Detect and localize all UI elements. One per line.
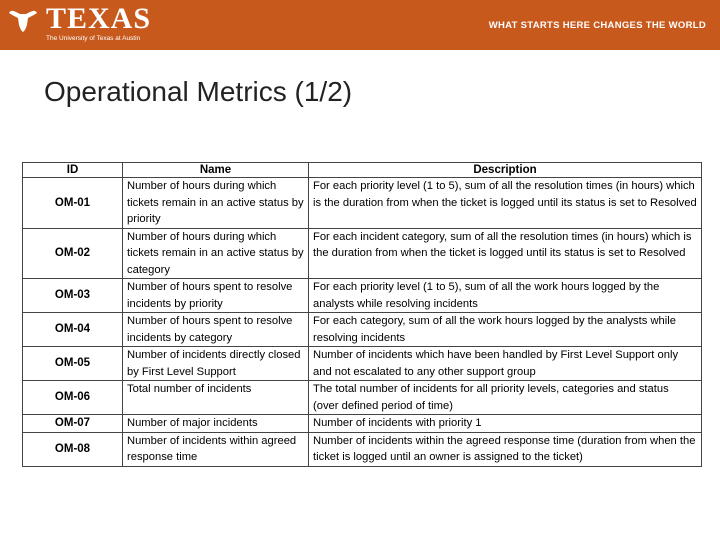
texas-logo[interactable] <box>8 4 150 46</box>
metric-description: For each incident category, sum of all the resolution times (in hours) which is the duration from when the ticket is logged until its status is set to Resolved <box>309 228 702 279</box>
table-row <box>23 347 702 381</box>
header-tagline: WHAT STARTS HERE CHANGES THE WORLD <box>488 20 706 31</box>
metric-name: Number of hours during which tickets remain in an active status by priority <box>123 178 309 229</box>
metric-id: OM-05 <box>23 347 123 381</box>
logo-subtext: The University of Texas at Austin <box>46 35 141 42</box>
table-row <box>23 415 702 433</box>
metric-name: Number of hours during which tickets remain in an active status by category <box>123 228 309 279</box>
metric-description: For each category, sum of all the work hours logged by the analysts while resolving incidents <box>309 313 702 347</box>
table-row <box>23 178 702 229</box>
metric-name: Number of hours spent to resolve incidents by priority <box>123 279 309 313</box>
table-header-row <box>23 163 702 178</box>
metric-name: Number of major incidents <box>123 415 309 433</box>
metric-id: OM-06 <box>23 381 123 415</box>
metric-name: Number of hours spent to resolve incidents by category <box>123 313 309 347</box>
metric-id: OM-07 <box>23 415 123 433</box>
table-row <box>23 313 702 347</box>
metric-name: Number of incidents within agreed response time <box>123 432 309 466</box>
metric-id: OM-01 <box>23 178 123 229</box>
table-row <box>23 432 702 466</box>
table-row <box>23 381 702 415</box>
column-header-description: Description <box>309 163 702 178</box>
metrics-table <box>22 162 702 467</box>
logo-wordmark: TEXAS <box>46 2 152 35</box>
metric-name: Number of incidents directly closed by First Level Support <box>123 347 309 381</box>
metric-description: The total number of incidents for all priority levels, categories and status (over defined period of time) <box>309 381 702 415</box>
table-row <box>23 279 702 313</box>
metric-description: Number of incidents which have been handled by First Level Support only and not escalated to any other support group <box>309 347 702 381</box>
column-header-name: Name <box>123 163 309 178</box>
header-bar <box>0 0 720 50</box>
metric-id: OM-03 <box>23 279 123 313</box>
metric-name: Total number of incidents <box>123 381 309 415</box>
metric-id: OM-08 <box>23 432 123 466</box>
longhorn-icon <box>8 7 38 33</box>
column-header-id: ID <box>23 163 123 178</box>
table-row <box>23 228 702 279</box>
metric-description: Number of incidents within the agreed response time (duration from when the ticket is logged until an owner is assigned to the ticket) <box>309 432 702 466</box>
metric-description: Number of incidents with priority 1 <box>309 415 702 433</box>
metric-description: For each priority level (1 to 5), sum of all the resolution times (in hours) which is the duration from when the ticket is logged until its status is set to Resolved <box>309 178 702 229</box>
metric-id: OM-02 <box>23 228 123 279</box>
metric-id: OM-04 <box>23 313 123 347</box>
metric-description: For each priority level (1 to 5), sum of all the work hours logged by the analysts while resolving incidents <box>309 279 702 313</box>
page-title: Operational Metrics (1/2) <box>44 76 353 107</box>
